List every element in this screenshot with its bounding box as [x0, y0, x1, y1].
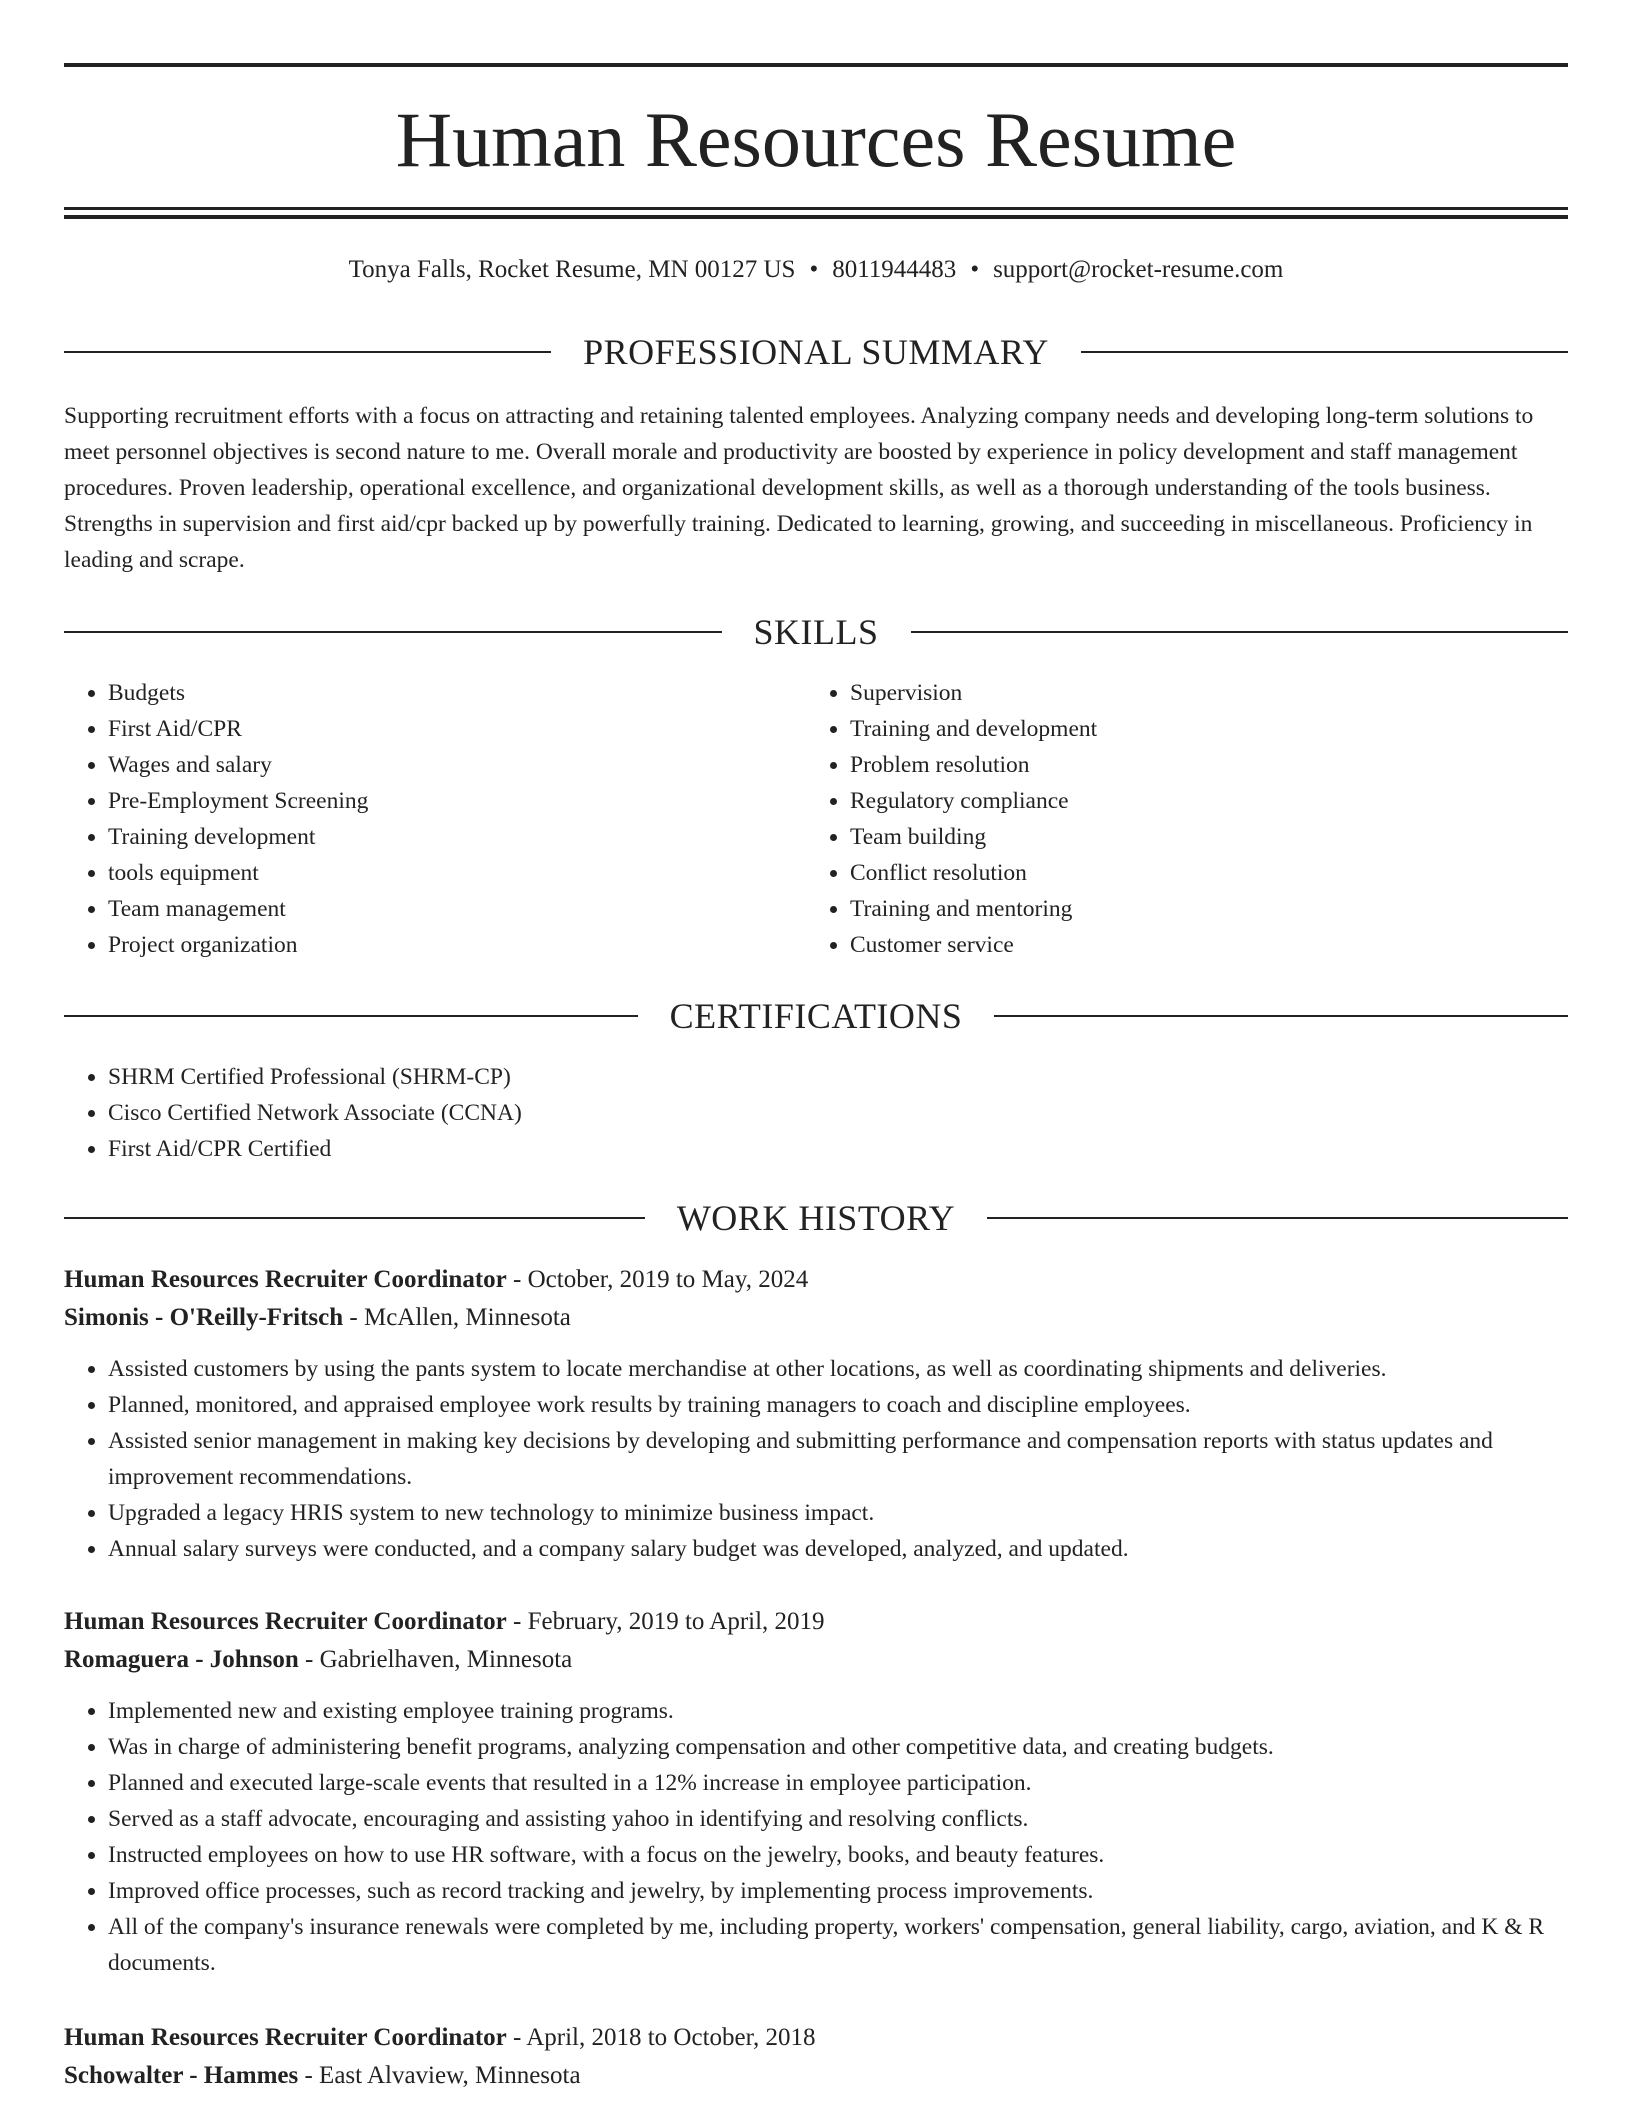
- skill-item: • Budgets: [108, 675, 804, 711]
- certification-item: • SHRM Certified Professional (SHRM-CP): [108, 1059, 1568, 1095]
- resume-title: Human Resources Resume: [395, 96, 1237, 183]
- heading-rule: [994, 1015, 1568, 1017]
- skill-item: • Team management: [108, 891, 804, 927]
- top-rule: [64, 63, 1568, 67]
- section-heading-summary: [64, 329, 1568, 375]
- job-bullet: • Improved office processes, such as record tracking and jewelry, by implementing process improvements.: [108, 1873, 1568, 1909]
- job-dates: October, 2019 to May, 2024: [527, 1266, 809, 1293]
- skill-item: • Wages and salary: [108, 747, 804, 783]
- job-title-line: Human Resources Recruiter Coordinator - February, 2019 to April, 2019: [64, 1608, 825, 1635]
- heading-rule: [64, 1015, 638, 1017]
- skill-item: • Training and development: [850, 711, 1546, 747]
- skill-item: • Problem resolution: [850, 747, 1546, 783]
- skill-item: • Project organization: [108, 927, 804, 963]
- job-location: East Alvaview, Minnesota: [319, 2062, 581, 2089]
- job-company-line: Schowalter - Hammes - East Alvaview, Minnesota: [64, 2062, 581, 2089]
- job-company: Simonis - O'Reilly-Fritsch: [64, 1304, 344, 1331]
- section-title: WORK HISTORY: [676, 1198, 956, 1238]
- skill-item: • tools equipment: [108, 855, 804, 891]
- contact-address: Tonya Falls, Rocket Resume, MN 00127 US: [348, 256, 796, 283]
- summary-text: Supporting recruitment efforts with a focus on attracting and retaining talented employees. Analyzing company needs and developing long-term solutions to meet personnel objectives is second nature to me. Overall morale and productivity are boosted by experience in policy development and staff management procedures. Proven leadership, operational excellence, and organizational development skills, as well as a thorough understanding of the tools business. Strengths in supervision and first aid/cpr backed up by powerfully training. Dedicated to learning, growing, and succeeding in miscellaneous. Proficiency in leading and scrape.: [64, 403, 1534, 573]
- heading-rule: [1081, 351, 1568, 353]
- section-heading-skills: [64, 609, 1568, 655]
- contact-separator: •: [970, 256, 980, 283]
- title-rule-upper: [64, 207, 1568, 210]
- certifications-list: [64, 1059, 1568, 1167]
- job-bullet: • Assisted senior management in making key decisions by developing and submitting performance and compensation reports with status updates and improvement recommendations.: [108, 1423, 1568, 1495]
- job-entry: [64, 2019, 1568, 2095]
- job-title: Human Resources Recruiter Coordinator: [64, 1266, 507, 1293]
- skill-item: • Training development: [108, 819, 804, 855]
- contact-separator: •: [809, 256, 819, 283]
- job-location: Gabrielhaven, Minnesota: [319, 1646, 573, 1673]
- certification-item: • First Aid/CPR Certified: [108, 1131, 1568, 1167]
- heading-rule: [911, 631, 1569, 633]
- contact-email: support@rocket-resume.com: [993, 256, 1284, 283]
- skills-column-left: [64, 675, 804, 963]
- heading-rule: [64, 631, 722, 633]
- job-entry: [64, 1603, 1568, 1981]
- skills-column-right: [806, 675, 1546, 963]
- skill-item: • First Aid/CPR: [108, 711, 804, 747]
- job-company-line: Romaguera - Johnson - Gabrielhaven, Minnesota: [64, 1646, 573, 1673]
- job-title: Human Resources Recruiter Coordinator: [64, 1608, 507, 1635]
- skill-item: • Regulatory compliance: [850, 783, 1546, 819]
- job-bullet: • Planned, monitored, and appraised employee work results by training managers to coach and discipline employees.: [108, 1387, 1568, 1423]
- section-heading-work-history: [64, 1195, 1568, 1241]
- job-title-line: Human Resources Recruiter Coordinator - April, 2018 to October, 2018: [64, 2024, 816, 2051]
- job-bullet: • Upgraded a legacy HRIS system to new technology to minimize business impact.: [108, 1495, 1568, 1531]
- job-title-line: Human Resources Recruiter Coordinator - October, 2019 to May, 2024: [64, 1266, 809, 1293]
- job-bullet: • Planned and executed large-scale events that resulted in a 12% increase in employee participation.: [108, 1765, 1568, 1801]
- skill-item: • Team building: [850, 819, 1546, 855]
- job-company-line: Simonis - O'Reilly-Fritsch - McAllen, Minnesota: [64, 1304, 571, 1331]
- job-company: Romaguera - Johnson: [64, 1646, 299, 1673]
- title-rule-lower: [64, 215, 1568, 219]
- section-title: CERTIFICATIONS: [669, 996, 963, 1036]
- job-bullets: [64, 1693, 1568, 1981]
- skill-item: • Pre-Employment Screening: [108, 783, 804, 819]
- job-bullet: • Implemented new and existing employee training programs.: [108, 1693, 1568, 1729]
- section-title: SKILLS: [753, 612, 879, 652]
- job-company: Schowalter - Hammes: [64, 2062, 299, 2089]
- heading-rule: [64, 1217, 645, 1219]
- job-bullet: • Instructed employees on how to use HR software, with a focus on the jewelry, books, and beauty features.: [108, 1837, 1568, 1873]
- skill-item: • Customer service: [850, 927, 1546, 963]
- skill-item: • Training and mentoring: [850, 891, 1546, 927]
- skill-item: • Supervision: [850, 675, 1546, 711]
- job-bullet: • Annual salary surveys were conducted, and a company salary budget was developed, analyzed, and updated.: [108, 1531, 1568, 1567]
- job-location: McAllen, Minnesota: [363, 1304, 571, 1331]
- job-bullet: • Was in charge of administering benefit programs, analyzing compensation and other competitive data, and creating budgets.: [108, 1729, 1568, 1765]
- job-entry: [64, 1261, 1568, 1567]
- heading-rule: [987, 1217, 1568, 1219]
- job-dates: April, 2018 to October, 2018: [526, 2024, 816, 2051]
- job-bullet: • Assisted customers by using the pants system to locate merchandise at other locations, as well as coordinating shipments and deliveries.: [108, 1351, 1568, 1387]
- heading-rule: [64, 351, 551, 353]
- job-bullet: • Served as a staff advocate, encouraging and assisting yahoo in identifying and resolving conflicts.: [108, 1801, 1568, 1837]
- contact-phone: 8011944483: [832, 256, 957, 283]
- contact-line: [64, 253, 1568, 287]
- job-dates: February, 2019 to April, 2019: [527, 1608, 825, 1635]
- certification-item: • Cisco Certified Network Associate (CCNA): [108, 1095, 1568, 1131]
- job-bullets: [64, 1351, 1568, 1567]
- skill-item: • Conflict resolution: [850, 855, 1546, 891]
- section-title: PROFESSIONAL SUMMARY: [583, 332, 1049, 372]
- section-heading-certifications: [64, 993, 1568, 1039]
- job-bullet: • All of the company's insurance renewals were completed by me, including property, workers' compensation, general liability, cargo, aviation, and K & R documents.: [108, 1909, 1568, 1981]
- job-title: Human Resources Recruiter Coordinator: [64, 2024, 507, 2051]
